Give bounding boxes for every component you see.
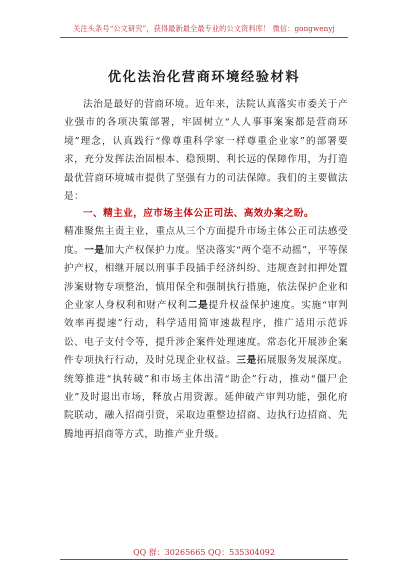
- intro-paragraph: 法治是最好的营商环境。近年来，法院认真落实市委关于产业强市的各项决策部署，牢固树立“人人事事案案都是营商环境”理念，认真践行“像尊重科学家一样尊重企业家”的部署要求，充分发挥法治固根本、稳预期、利长远的保障作用，为打造最优营商环境城市提供了坚强有力的司法保障。我们的主要做法是：: [64, 99, 348, 203]
- header-banner: 关注头条号“公文研究”，获得最新最全最专业的公文资料库！ 微信：gongwenyj: [60, 24, 348, 38]
- point-1-marker: 一是: [84, 244, 105, 256]
- section-1-text: 精准聚焦主责主业，重点从三个方面提升市场主体公正司法感受度。: [64, 226, 348, 256]
- footer-divider: [60, 559, 348, 560]
- section-1: [64, 205, 348, 444]
- point-2-text: 提升权益保护速度。实施“审判效率再提速”行动，科学适用简审速裁程序，推广适用示范诉讼、电子支付令等，提升涉企案件处理速度。常态化开展涉企案件专项执行行动，及时兑现企业权益。: [64, 300, 348, 367]
- document-title: 优化法治化营商环境经验材料: [107, 70, 301, 85]
- point-3-marker: 三是: [236, 355, 257, 367]
- section-1-heading: 一、精主业，应市场主体公正司法、高效办案之盼。: [83, 208, 315, 219]
- point-2-marker: 二是: [187, 300, 209, 312]
- point-3-text: 拓展服务发展深度。统筹推进“执转破”和市场主体出清“助企”行动，推动“僵尸企业”及时退出市场，释放占用资源。延伸破产审判功能，强化府院联动，融入招商引资，采取边重整边招商、边执行边招商、先腾地再招商等方式，助推产业升级。: [64, 355, 348, 440]
- point-1-text: 加大产权保护力度。坚决落实“两个毫不动摇”，平等保护产权，相继开展以刑事手段插手经济纠纷、违规查封扣押处置涉案财物专项整治，慎用保全和强制执行措施，依法保护企业和企业家人身权利和财产权利: [64, 244, 349, 312]
- footer-contact: QQ 群：30265665 QQ：535304092: [133, 548, 275, 557]
